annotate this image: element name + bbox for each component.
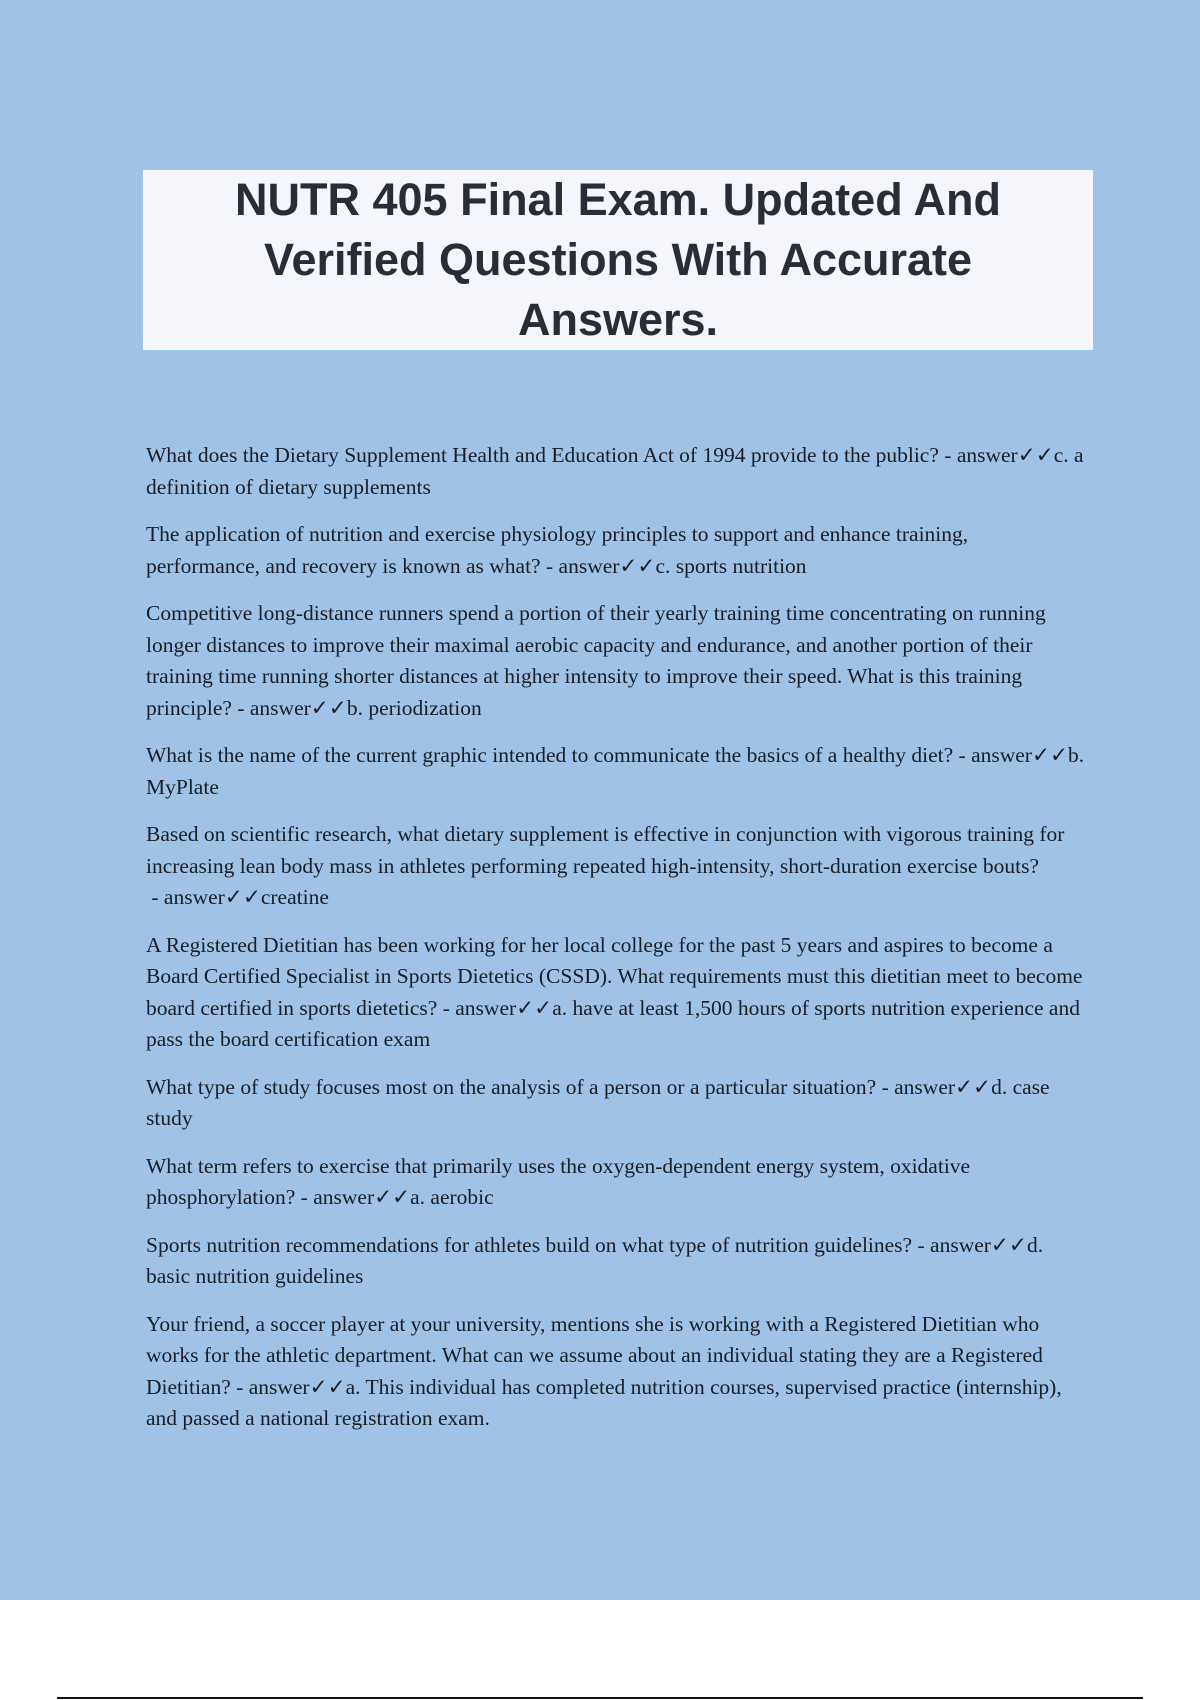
separator: - <box>295 1185 314 1209</box>
question-text: Based on scientific research, what dietary supplement is effective in conjunction with vigorous training for increasing lean body mass in athletes performing repeated high-intensity, short-duration exercise bouts? <box>146 822 1065 878</box>
document-title: NUTR 405 Final Exam. Updated And Verified Questions With Accurate Answers. <box>235 174 1001 345</box>
answer-marker: answer✓✓ <box>971 743 1068 767</box>
qa-item <box>146 1309 1086 1435</box>
question-text: What is the name of the current graphic intended to communicate the basics of a healthy diet? <box>146 743 954 767</box>
answer-marker: answer✓✓ <box>249 695 347 720</box>
qa-item <box>146 519 1086 582</box>
question-text: What term refers to exercise that primarily uses the oxygen-dependent energy system, oxidative phosphorylation? <box>146 1153 971 1209</box>
qa-item <box>146 930 1086 1056</box>
answer-marker: answer✓✓ <box>163 885 261 909</box>
separator: - <box>953 743 972 767</box>
answer-text: d. basic nutrition guidelines <box>146 1232 1044 1288</box>
qa-list <box>146 440 1086 1451</box>
separator: - <box>912 1232 931 1257</box>
separator: - <box>540 553 559 578</box>
question-text: What type of study focuses most on the analysis of a person or a particular situation? <box>146 1074 877 1099</box>
qa-item <box>146 1230 1086 1293</box>
footer-rule <box>57 1697 1143 1699</box>
answer-marker: answer✓✓ <box>455 995 553 1020</box>
answer-marker: answer✓✓ <box>558 553 656 578</box>
separator: - <box>231 695 250 720</box>
separator: - <box>938 443 957 467</box>
answer-text: d. case study <box>146 1074 1050 1130</box>
answer-text: c. a definition of dietary supplements <box>146 443 1084 499</box>
answer-marker: answer✓✓ <box>956 443 1054 467</box>
answer-text: c. sports nutrition <box>655 553 807 578</box>
answer-text: a. have at least 1,500 hours of sports nutrition experience and pass the board certification exam <box>146 995 1080 1051</box>
answer-marker: answer✓✓ <box>248 1374 346 1399</box>
separator: - <box>146 885 164 909</box>
answer-text: creatine <box>260 885 329 909</box>
separator: - <box>437 995 456 1020</box>
answer-text: a. aerobic <box>410 1185 494 1209</box>
qa-item <box>146 1151 1086 1214</box>
question-text: The application of nutrition and exercise physiology principles to support and enhance training, performance, and recovery is known as what? <box>146 522 969 578</box>
qa-item <box>146 740 1086 803</box>
qa-item <box>146 440 1086 503</box>
qa-item <box>146 598 1086 724</box>
answer-marker: answer✓✓ <box>313 1185 411 1209</box>
answer-text: b. periodization <box>346 695 482 720</box>
title-box <box>143 170 1093 350</box>
question-text: A Registered Dietitian has been working for her local college for the past 5 years and aspires to become a Board Certified Specialist in Sports Dietetics (CSSD). What requirements must this dietitian meet to become board certified in sports dietetics? <box>146 932 1083 1020</box>
separator: - <box>230 1374 249 1399</box>
answer-text: b. MyPlate <box>146 743 1085 799</box>
question-text: Sports nutrition recommendations for athletes build on what type of nutrition guidelines? <box>146 1232 913 1257</box>
answer-text: a. This individual has completed nutrition courses, supervised practice (internship), and passed a national registration exam. <box>146 1374 1062 1430</box>
answer-marker: answer✓✓ <box>894 1074 992 1099</box>
question-text: Your friend, a soccer player at your university, mentions she is working with a Registered Dietitian who works for the athletic department. What can we assume about an individual stating they are a Registered Dietitian? <box>146 1311 1043 1399</box>
answer-marker: answer✓✓ <box>930 1232 1027 1257</box>
separator: - <box>876 1074 895 1099</box>
qa-item <box>146 819 1086 914</box>
question-text: What does the Dietary Supplement Health and Education Act of 1994 provide to the public? <box>146 443 939 467</box>
question-text: Competitive long-distance runners spend a portion of their yearly training time concentrating on running longer distances to improve their maximal aerobic capacity and endurance, and another portion of their training time running shorter distances at higher intensity to improve their speed. What is this training principle? <box>146 601 1046 720</box>
qa-item <box>146 1072 1086 1135</box>
